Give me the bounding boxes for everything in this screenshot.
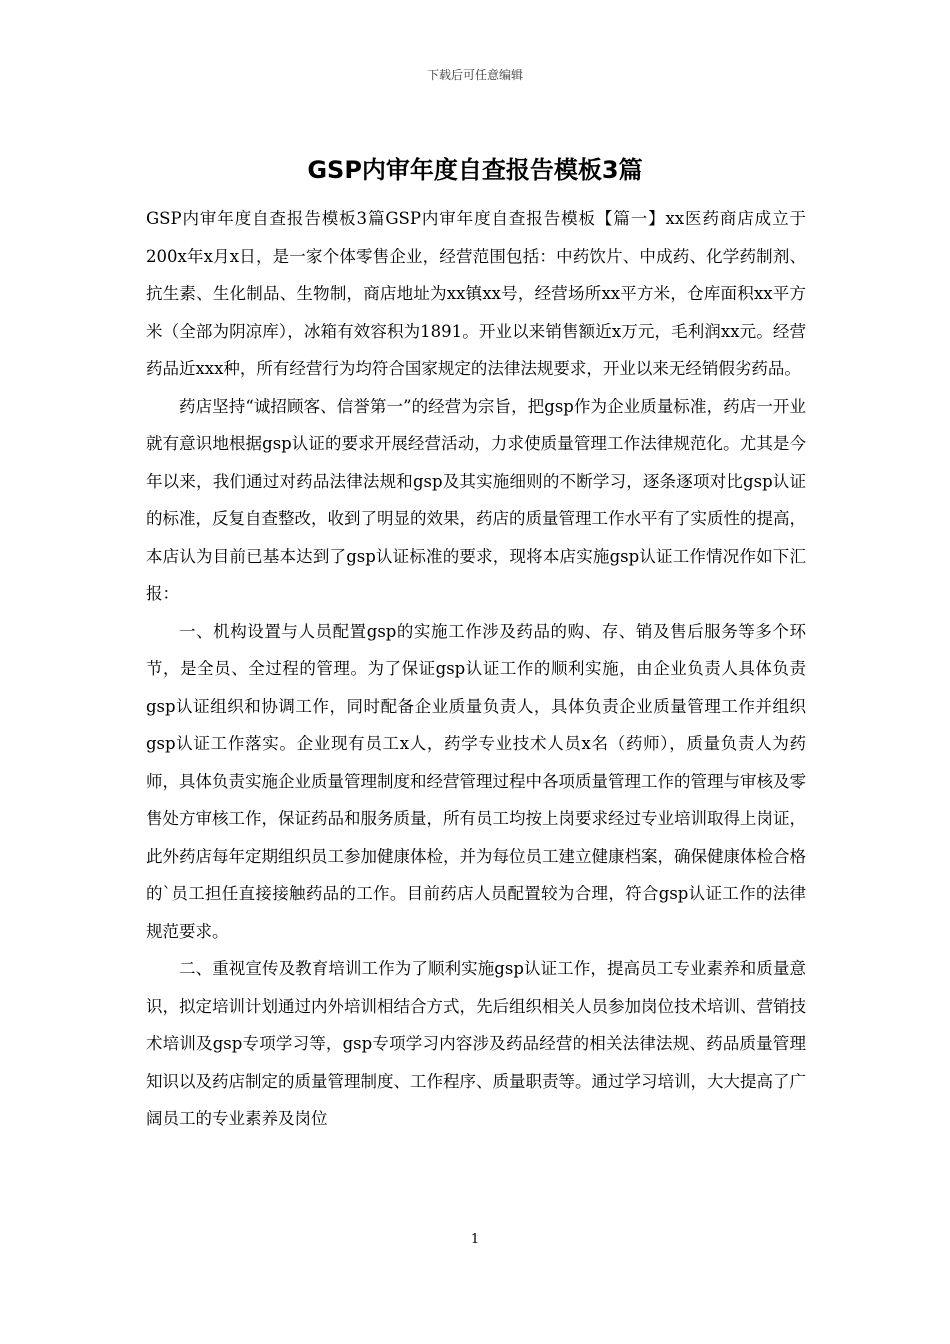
document-body bbox=[146, 200, 806, 1138]
page-number: 1 bbox=[470, 1232, 480, 1247]
paragraph-3: 一、机构设置与人员配置gsp的实施工作涉及药品的购、存、销及售后服务等多个环节，是全员、全过程的管理。为了保证gsp认证工作的顺利实施，由企业负责人具体负责gsp认证组织和协调工作，同时配备企业质量负责人，具体负责企业质量管理工作并组织gsp认证工作落实。企业现有员工x人，药学专业技术人员x名（药师），质量负责人为药师，具体负责实施企业质量管理制度和经营管理过程中各项质量管理工作的管理与审核及零售处方审核工作，保证药品和服务质量，所有员工均按上岗要求经过专业培训取得上岗证，此外药店每年定期组织员工参加健康体检，并为每位员工建立健康档案，确保健康体检合格的`员工担任直接接触药品的工作。目前药店人员配置较为合理，符合gsp认证工作的法律规范要求。 bbox=[146, 621, 806, 941]
header-note: 下载后可任意编辑 bbox=[426, 68, 523, 82]
paragraph-1: GSP内审年度自查报告模板3篇GSP内审年度自查报告模板【篇一】xx医药商店成立于200x年x月x日，是一家个体零售企业，经营范围包括：中药饮片、中成药、化学药制剂、抗生素、生化制品、生物制，商店地址为xx镇xx号，经营场所xx平方米，仓库面积xx平方米（全部为阴凉库），冰箱有效容积为1891。开业以来销售额近x万元，毛利润xx元。经营药品近xxx种，所有经营行为均符合国家规定的法律法规要求，开业以来无经销假劣药品。 bbox=[146, 209, 806, 378]
document-title: GSP内审年度自查报告模板3篇 bbox=[307, 156, 643, 184]
paragraph-2: 药店坚持“诚招顾客、信誉第一”的经营为宗旨，把gsp作为企业质量标准，药店一开业就有意识地根据gsp认证的要求开展经营活动，力求使质量管理工作法律规范化。尤其是今年以来，我们通过对药品法律法规和gsp及其实施细则的不断学习，逐条逐项对比gsp认证的标准，反复自查整改，收到了明显的效果，药店的质量管理工作水平有了实质性的提高，本店认为目前已基本达到了gsp认证标准的要求，现将本店实施gsp认证工作情况作如下汇报： bbox=[146, 396, 806, 603]
paragraph-4: 二、重视宣传及教育培训工作为了顺利实施gsp认证工作，提高员工专业素养和质量意识，拟定培训计划通过内外培训相结合方式，先后组织相关人员参加岗位技术培训、营销技术培训及gsp专项学习等，gsp专项学习内容涉及药品经营的相关法律法规、药品质量管理知识以及药店制定的质量管理制度、工作程序、质量职责等。通过学习培训，大大提高了广阔员工的专业素养及岗位 bbox=[146, 959, 806, 1128]
